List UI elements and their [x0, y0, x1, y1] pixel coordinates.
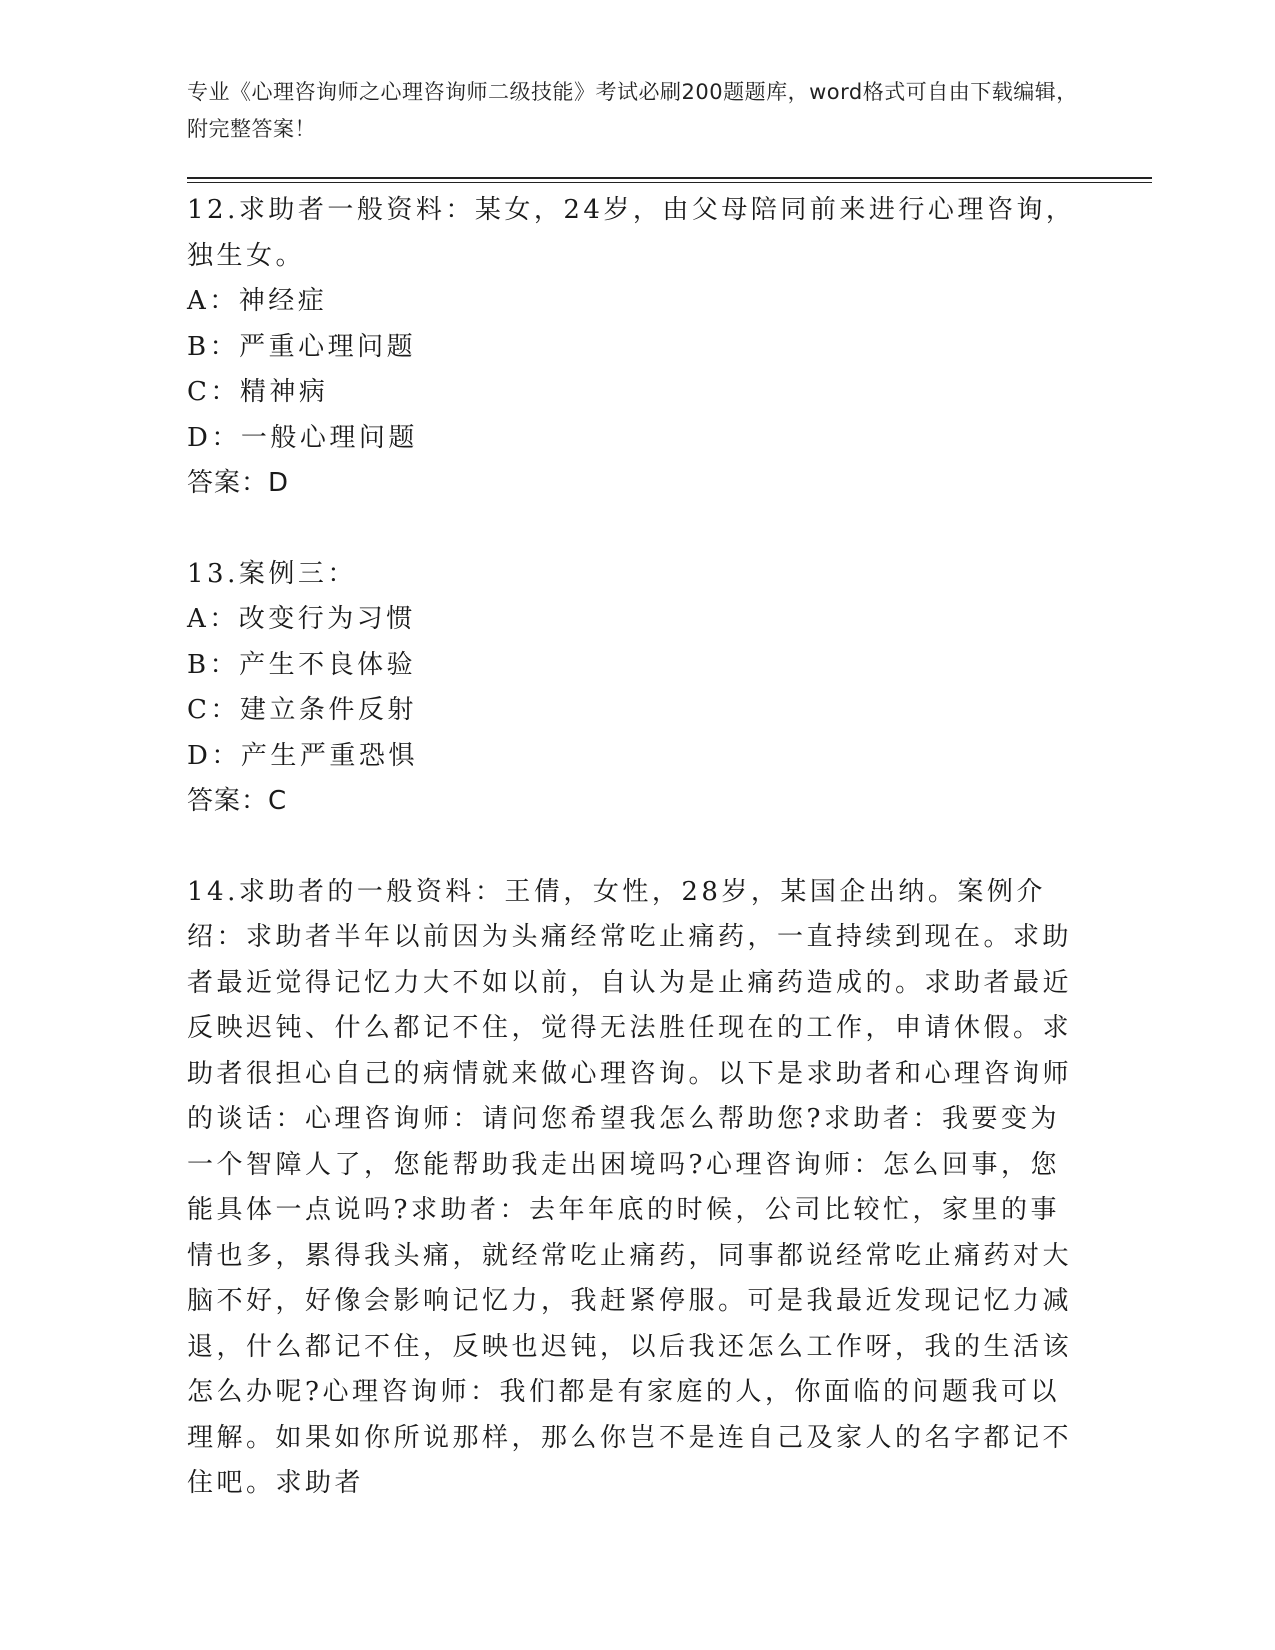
question-stem: 13.案例三：: [187, 558, 357, 589]
option-c: C：精神病: [187, 377, 329, 407]
answer-label: 答案：C: [187, 786, 288, 816]
question-content: [187, 188, 1077, 1552]
header-divider-thin: [187, 182, 1152, 183]
question-12: [187, 188, 1077, 507]
option-d: D：产生严重恐惧: [187, 740, 418, 771]
option-b: B：产生不良体验: [187, 649, 417, 680]
option-a: A：改变行为习惯: [187, 604, 416, 634]
question-13: [187, 552, 1077, 825]
answer-label: 答案：D: [187, 468, 290, 498]
option-c: C：建立条件反射: [187, 695, 417, 725]
option-a: A：神经症: [187, 286, 328, 316]
document-header: 专业《心理咨询师之心理咨询师二级技能》考试必刷200题题库，word格式可自由下载编辑，附完整答案！: [187, 80, 1078, 141]
option-d: D：一般心理问题: [187, 422, 418, 453]
option-b: B：严重心理问题: [187, 331, 417, 362]
question-14: [187, 870, 1077, 1507]
question-stem: 12.求助者一般资料：某女，24岁，由父母陪同前来进行心理咨询，独生女。: [187, 195, 1076, 271]
question-stem: 14.求助者的一般资料：王倩，女性，28岁，某国企出纳。案例介绍：求助者半年以前因为头痛经常吃止痛药，一直持续到现在。求助者最近觉得记忆力大不如以前，自认为是止痛药造成的。求助者最近反映迟钝、什么都记不住，觉得无法胜任现在的工作，申请休假。求助者很担心自己的病情就来做心理咨询。以下是求助者和心理咨询师的谈话：心理咨询师：请问您希望我怎么帮助您?求助者：我要变为一个智障人了，您能帮助我走出困境吗?心理咨询师：怎么回事，您能具体一点说吗?求助者：去年年底的时候，公司比较忙，家里的事情也多，累得我头痛，就经常吃止痛药，同事都说经常吃止痛药对大脑不好，好像会影响记忆力，我赶紧停服。可是我最近发现记忆力减退，什么都记不住，反映也迟钝，以后我还怎么工作呀，我的生活该怎么办呢?心理咨询师：我们都是有家庭的人，你面临的问题我可以理解。如果如你所说那样，那么你岂不是连自己及家人的名字都记不住吧。求助者: [187, 876, 1073, 1498]
header-divider-thick: [187, 177, 1152, 179]
